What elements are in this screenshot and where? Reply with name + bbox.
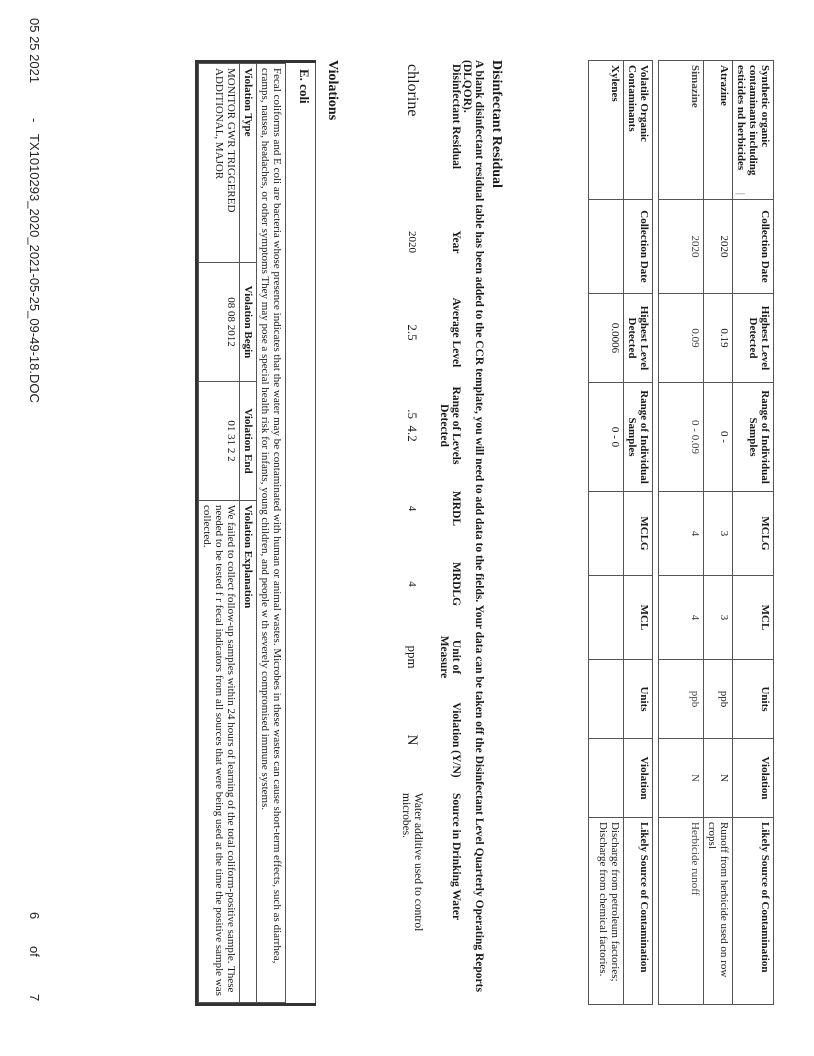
header-violation-explanation: Violation Explanation (240, 501, 257, 1003)
violation (589, 739, 624, 818)
range: 0 - 0 (589, 383, 624, 492)
highest-level: 0.09 (659, 294, 704, 383)
footer-of: of (27, 946, 42, 957)
header-source-drinking-water: Source in Drinking Water (450, 793, 462, 921)
disinfectant-note: A blank disinfectant residual table has been added to the CCR template, you will need to add data to the fields. Your data can be taken off the Disinfectant Level Quarterly Operating Reports (DLQOR). (461, 60, 485, 992)
header-violation-yn: Violation (Y/N) (450, 702, 462, 778)
header-disinfectant-residual: Disinfectant Residual (450, 64, 462, 170)
synthetic-group-header: Synthetic organic contaminants including esticides nd herbicides | (733, 61, 774, 200)
mcl (589, 576, 624, 660)
units: ppb (704, 660, 733, 739)
violation-type: MONITOR GWR TRIGGERED ADDITIONAL, MAJOR (199, 64, 240, 263)
mclg: 4 (659, 492, 704, 576)
header-units: Units (733, 660, 774, 739)
header-units: Units (624, 660, 653, 739)
contaminant-name: Simazine (659, 61, 704, 200)
table-row (199, 64, 240, 1003)
header-violation-end: Violation End (240, 382, 257, 501)
header-collection-date: Collection Date (733, 200, 774, 294)
violations-title: Violations (325, 60, 340, 121)
header-average-level: Average Level (450, 297, 462, 368)
table-row (659, 61, 704, 1005)
header-mrdlg: MRDLG (450, 561, 462, 607)
violation-header-row (240, 64, 257, 1003)
header-highest-level: Highest Level Detected (733, 294, 774, 383)
header-mclg: MCLG (733, 492, 774, 576)
footer-date: 05 25 2021 (27, 18, 42, 84)
table-row (589, 61, 624, 1005)
header-mclg: MCLG (624, 492, 653, 576)
header-range: Range of Individual Samples (733, 383, 774, 492)
disinfectant-name: chlorine (404, 64, 421, 117)
likely-source: Runoff from herbicide used on row cropsl (704, 818, 733, 1005)
contaminants-table (588, 60, 774, 1005)
header-highest-level: Highest Level Detected (624, 294, 653, 383)
collection-date: 2020 (704, 200, 733, 294)
violation-begin: 08 08 2012 (199, 263, 240, 382)
mcl: 3 (704, 576, 733, 660)
mclg: 3 (704, 492, 733, 576)
violations-table (198, 63, 286, 1003)
violations-box (195, 60, 316, 1006)
header-range-levels: Range of Levels Detected (438, 386, 462, 465)
contaminants-header-row (733, 61, 774, 1005)
header-violation-begin: Violation Begin (240, 263, 257, 382)
mcl: 4 (659, 576, 704, 660)
violation-yn: N (404, 734, 421, 746)
range-levels: .5 4.2 (405, 409, 420, 442)
footer-filename: TX1010293_2020_2021-05-25_09-49-18.DOC (27, 134, 42, 403)
header-mcl: MCL (733, 576, 774, 660)
header-range: Range of Individual Samples (624, 383, 653, 492)
unit-of-measure: ppm (405, 645, 420, 669)
source-drinking-water: Water additive used to control microbes. (400, 793, 424, 932)
footer-total-pages: 7 (27, 994, 42, 1002)
header-violation-type: Violation Type (240, 64, 257, 263)
header-collection-date: Collection Date (624, 200, 653, 294)
header-year: Year (450, 230, 462, 254)
voc-header-row (624, 61, 653, 1005)
violation: N (704, 739, 733, 818)
footer-dash: - (27, 118, 42, 123)
disinfectant-title: Disinfectant Residual (489, 60, 504, 188)
header-likely-source: Likely Source of Contamination (624, 818, 653, 1005)
disinfectant-header-row (438, 60, 462, 960)
violation-subtitle: E. coli (286, 63, 316, 1003)
range: 0 - 0.09 (659, 383, 704, 492)
violation-description-row (257, 64, 286, 1003)
violation-description: Fecal coliforms and E coli are bacteria whose presence indicates that the water may be contaminated with human or animal wastes. Microbes in these wastes can cause short-term effects, such as diarrhea, cramps, nausea, headaches, or other symptoms They may pose a special health risk for infants, young children, and people w th severely compromised immune systems. (257, 64, 286, 1003)
collection-date: 2020 (659, 200, 704, 294)
header-mrdl: MRDL (450, 490, 462, 527)
header-mcl: MCL (624, 576, 653, 660)
average-level: 2.5 (405, 324, 420, 341)
violation-end: 01 31 2 2 (199, 382, 240, 501)
year: 2020 (406, 231, 418, 253)
units: ppb (659, 660, 704, 739)
mclg (589, 492, 624, 576)
range: 0 - (704, 383, 733, 492)
contaminant-name: Xylenes (589, 61, 624, 200)
table-row (400, 60, 438, 960)
likely-source: Discharge from petroleum factories; Discharge from chemical factories. (589, 818, 624, 1005)
header-likely-source: Likely Source of Contamination (733, 818, 774, 1005)
highest-level: 0.19 (704, 294, 733, 383)
footer-page-number: 6 (27, 912, 42, 920)
mrdlg: 4 (406, 581, 418, 587)
header-violation: Violation (733, 739, 774, 818)
likely-source: Herbicide runoff (659, 818, 704, 1005)
units (589, 660, 624, 739)
table-row (704, 61, 733, 1005)
voc-group-header: Volatile Organic Contaminants (624, 61, 653, 200)
disinfectant-table (400, 60, 462, 960)
header-violation: Violation (624, 739, 653, 818)
table-gap (653, 61, 659, 1005)
collection-date (589, 200, 624, 294)
violation-explanation: We failed to collect follow-up samples within 24 hours of learning of the total coliform-positive sample. These needed to be tested f r fecal indicators from all sources that were being used at the time the positive sample was collected. (199, 501, 240, 1003)
violation: N (659, 739, 704, 818)
contaminant-name: Atrazine (704, 61, 733, 200)
header-unit-of-measure: Unit of Measure (438, 635, 462, 679)
highest-level: 0.0006 (589, 294, 624, 383)
mrdl: 4 (406, 505, 418, 512)
